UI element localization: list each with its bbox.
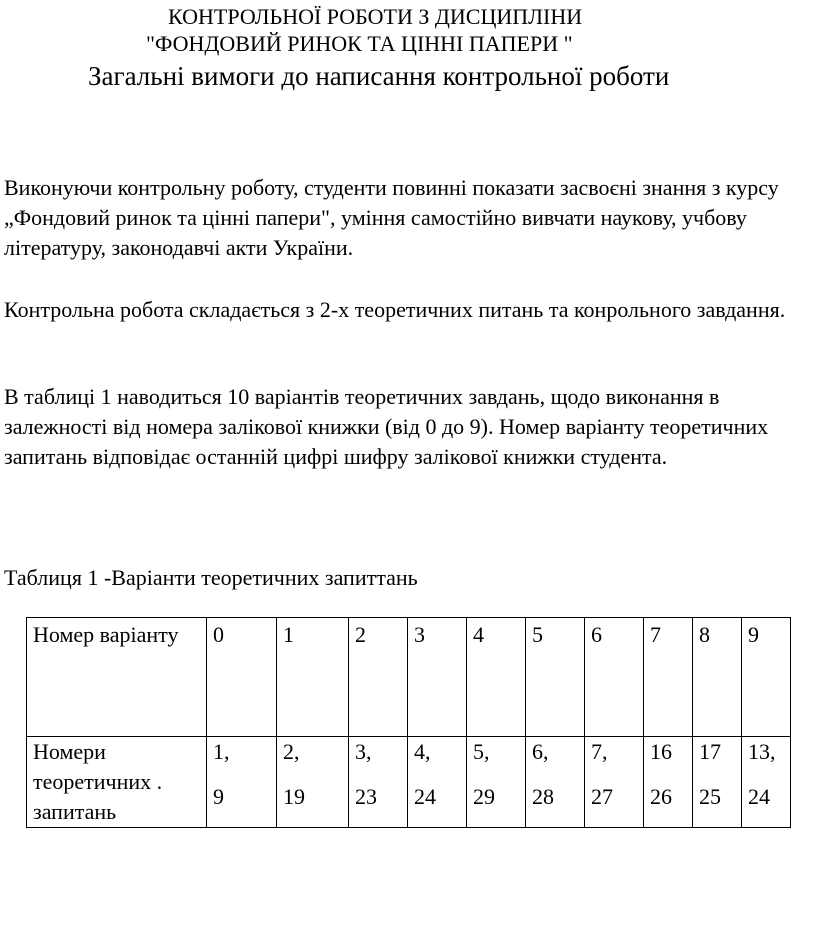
row-header-line: теоретичних .	[33, 769, 163, 794]
question-first: 1,	[213, 739, 230, 764]
questions-cell	[408, 737, 467, 828]
variant-cell: 0	[207, 618, 277, 737]
question-second: 28	[532, 784, 554, 809]
row-header-line: Номери	[33, 739, 106, 764]
variant-cell: 5	[526, 618, 585, 737]
question-first: 3,	[355, 739, 372, 764]
questions-cell	[742, 737, 791, 828]
table-caption: Таблиця 1 -Варіанти теоретичних запиттань	[4, 565, 418, 590]
question-first: 13,	[748, 739, 776, 764]
header-line-2: "ФОНДОВИЙ РИНОК ТА ЦІННІ ПАПЕРИ "	[146, 31, 573, 56]
question-first: 7,	[591, 739, 608, 764]
row-header-questions	[27, 737, 207, 828]
row-header-variant: Номер варіанту	[27, 618, 207, 737]
question-second: 27	[591, 784, 613, 809]
variant-cell: 1	[277, 618, 349, 737]
question-first: 5,	[473, 739, 490, 764]
variant-cell: 3	[408, 618, 467, 737]
questions-cell	[207, 737, 277, 828]
variant-cell: 7	[644, 618, 693, 737]
question-second: 25	[699, 784, 721, 809]
variant-cell: 2	[349, 618, 408, 737]
question-second: 26	[650, 784, 672, 809]
variant-cell: 8	[693, 618, 742, 737]
question-second: 24	[414, 784, 436, 809]
question-second: 29	[473, 784, 495, 809]
question-second: 24	[748, 784, 770, 809]
section-title: Загальні вимоги до написання контрольної роботи	[88, 61, 670, 91]
variant-cell: 4	[467, 618, 526, 737]
question-first: 2,	[283, 739, 300, 764]
variants-table	[26, 617, 791, 828]
paragraph-requirements: Виконуючи контрольну роботу, студенти повинні показати засвоєні знання з курсу „Фондовий ринок та цінні папери", уміння самостійно вивчати наукову, учбову літературу, законодавчі акти України.	[4, 175, 779, 260]
row-header-line: запитань	[33, 799, 117, 824]
header-line-1: КОНТРОЛЬНОЇ РОБОТИ З ДИСЦИПЛІНИ	[168, 4, 583, 29]
paragraph-variants: В таблиці 1 наводиться 10 варіантів теоретичних завдань, щодо виконання в залежності від номера залікової книжки (від 0 до 9). Номер варіанту теоретичних запитань відповідає останній цифрі шифру залікової книжки студента.	[4, 384, 769, 469]
question-second: 23	[355, 784, 377, 809]
questions-cell	[277, 737, 349, 828]
questions-cell	[644, 737, 693, 828]
question-first: 17	[699, 739, 721, 764]
variant-cell: 6	[585, 618, 644, 737]
questions-cell	[585, 737, 644, 828]
table-row-question-numbers	[27, 737, 791, 828]
question-first: 16	[650, 739, 672, 764]
table-row-variant-numbers	[27, 618, 791, 737]
questions-cell	[693, 737, 742, 828]
questions-cell	[526, 737, 585, 828]
question-second: 9	[213, 784, 224, 809]
questions-cell	[349, 737, 408, 828]
paragraph-structure: Контрольна робота складається з 2-х теоретичних питань та конрольного завдання.	[4, 297, 786, 322]
question-first: 6,	[532, 739, 549, 764]
questions-cell	[467, 737, 526, 828]
question-second: 19	[283, 784, 305, 809]
variant-cell: 9	[742, 618, 791, 737]
question-first: 4,	[414, 739, 431, 764]
